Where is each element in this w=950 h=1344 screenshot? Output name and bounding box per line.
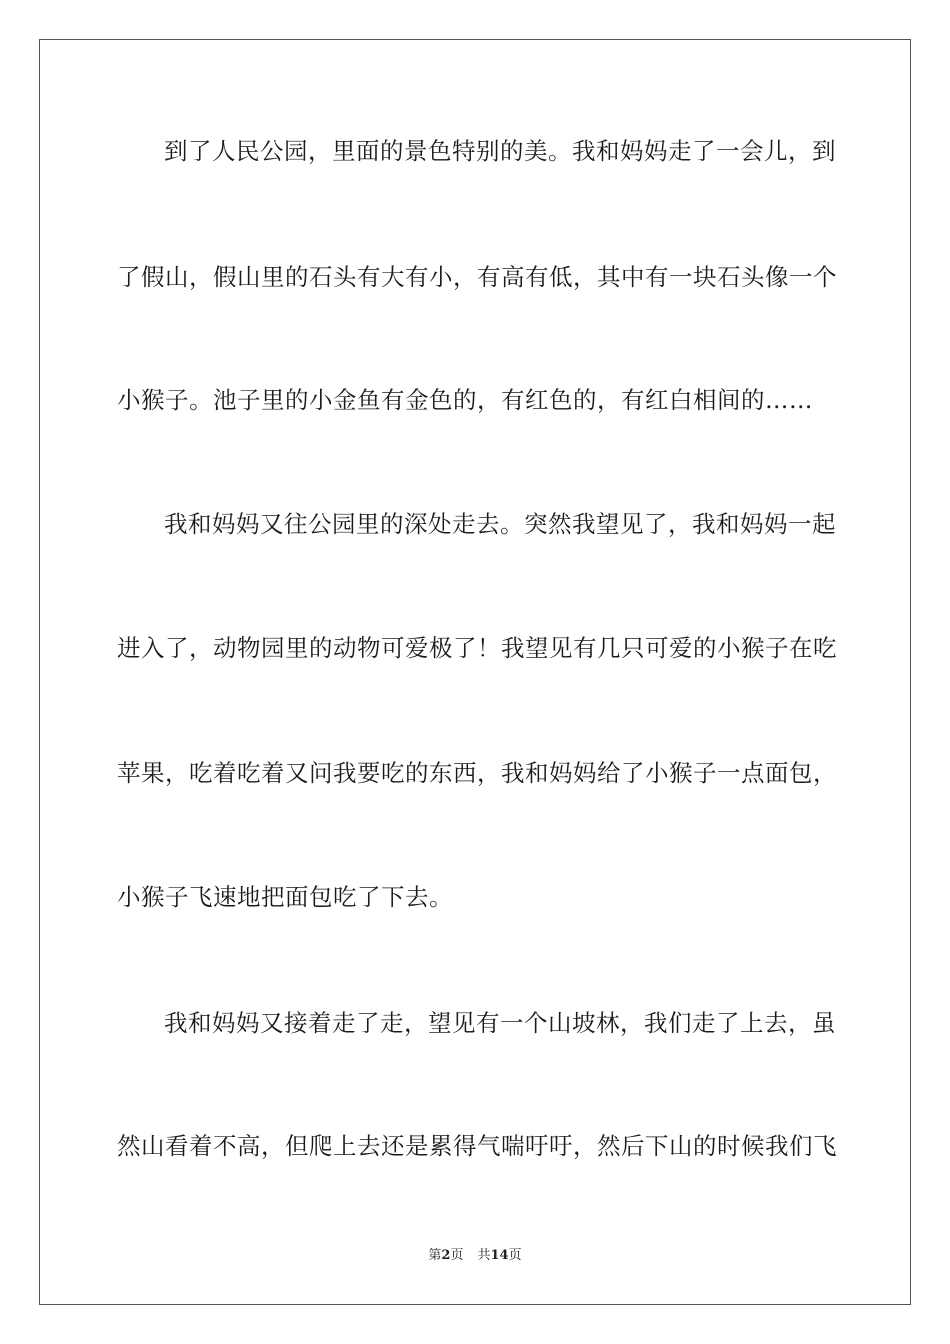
total-prefix: 共 xyxy=(477,1248,491,1263)
page-footer xyxy=(0,1247,950,1265)
paragraph-1-line-1: 到了人民公园，里面的景色特别的美。我和妈妈走了一会儿，到 xyxy=(164,137,836,165)
paragraph-3-line-1: 我和妈妈又接着走了走，望见有一个山坡林，我们走了上去，虽 xyxy=(164,1009,836,1037)
paragraph-2-line-3: 苹果，吃着吃着又问我要吃的东西，我和妈妈给了小猴子一点面包， xyxy=(117,759,837,787)
paragraph-1-line-2: 了假山，假山里的石头有大有小，有高有低，其中有一块石头像一个 xyxy=(117,263,837,291)
paragraph-2-line-2: 进入了，动物园里的动物可爱极了！我望见有几只可爱的小猴子在吃 xyxy=(117,634,837,662)
paragraph-2-line-1: 我和妈妈又往公园里的深处走去。突然我望见了，我和妈妈一起 xyxy=(164,510,836,538)
paragraph-2-line-4: 小猴子飞速地把面包吃了下去。 xyxy=(117,883,453,911)
page-suffix: 页 xyxy=(450,1248,464,1263)
total-pages: 14 xyxy=(490,1248,509,1263)
total-suffix: 页 xyxy=(508,1248,522,1263)
paragraph-1-line-3: 小猴子。池子里的小金鱼有金色的，有红色的，有红白相间的…… xyxy=(117,386,813,414)
page-number: 2 xyxy=(441,1248,451,1263)
page-prefix: 第 xyxy=(428,1248,442,1263)
page-border xyxy=(39,39,911,1305)
paragraph-3-line-2: 然山看着不高，但爬上去还是累得气喘吁吁，然后下山的时候我们飞 xyxy=(117,1132,837,1160)
